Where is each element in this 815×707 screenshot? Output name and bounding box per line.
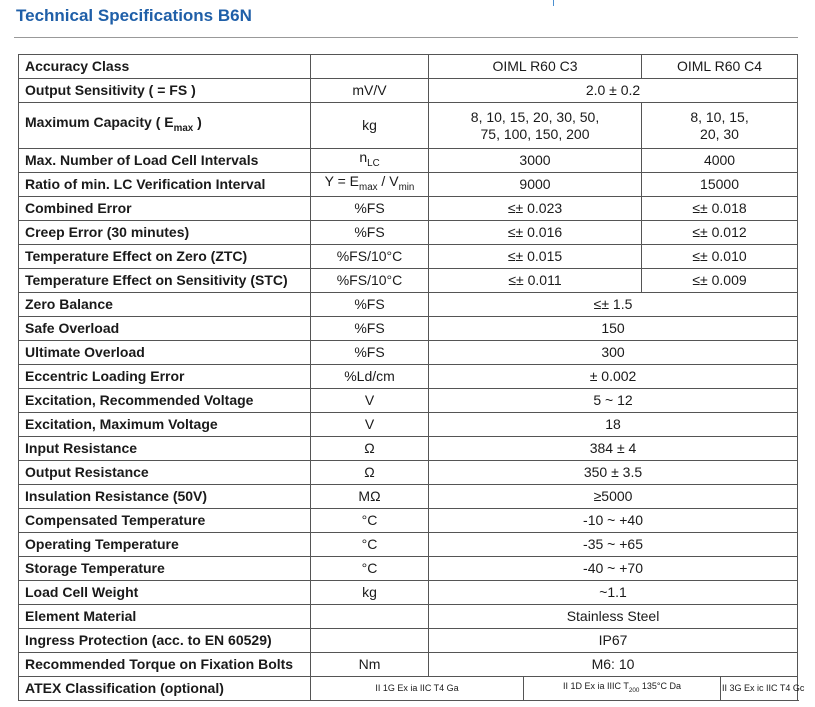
- unit-cell: %FS: [311, 293, 429, 317]
- param-label: Excitation, Maximum Voltage: [19, 413, 311, 437]
- c3-value: ≤± 0.016: [429, 221, 642, 245]
- table-row: [19, 149, 798, 173]
- c4-value: ≤± 0.010: [642, 245, 798, 269]
- value-cell: ≤± 1.5: [429, 293, 798, 317]
- table-row: [19, 317, 798, 341]
- param-label: Insulation Resistance (50V): [19, 485, 311, 509]
- value-cell: ≥5000: [429, 485, 798, 509]
- table-row: [19, 389, 798, 413]
- unit-cell: mV/V: [311, 79, 429, 103]
- value-cell: 384 ± 4: [429, 437, 798, 461]
- c3-value: 3000: [429, 149, 642, 173]
- table-row: [19, 437, 798, 461]
- unit-cell: °C: [311, 557, 429, 581]
- table-row: [19, 103, 798, 149]
- value-cell: -40 ~ +70: [429, 557, 798, 581]
- atex-3g-cell: II 3G Ex ic IIC T4 Gc: [721, 677, 798, 701]
- param-label: Ratio of min. LC Verification Interval: [19, 173, 311, 197]
- value-cell: 5 ~ 12: [429, 389, 798, 413]
- unit-cell: [311, 629, 429, 653]
- table-row: [19, 293, 798, 317]
- table-row: [19, 221, 798, 245]
- param-label: Input Resistance: [19, 437, 311, 461]
- unit-cell: V: [311, 389, 429, 413]
- param-label: Creep Error (30 minutes): [19, 221, 311, 245]
- unit-cell: Nm: [311, 653, 429, 677]
- param-label: Excitation, Recommended Voltage: [19, 389, 311, 413]
- unit-cell: $Y = E_{max} / V_{min}$: [311, 173, 429, 197]
- param-label: Output Resistance: [19, 461, 311, 485]
- table-row: [19, 485, 798, 509]
- param-label: Element Material: [19, 605, 311, 629]
- c3-value: ≤± 0.011: [429, 269, 642, 293]
- value-cell: IP67: [429, 629, 798, 653]
- table-row: [19, 173, 798, 197]
- unit-cell: kg: [311, 103, 429, 149]
- param-label: Max. Number of Load Cell Intervals: [19, 149, 311, 173]
- unit-cell: Ω: [311, 461, 429, 485]
- c4-value: 15000: [642, 173, 798, 197]
- c4-value: 8, 10, 15, 20, 30: [642, 103, 798, 149]
- class-c4-header: OIML R60 C4: [642, 55, 798, 79]
- param-label: Storage Temperature: [19, 557, 311, 581]
- table-row: [19, 341, 798, 365]
- table-row: [19, 245, 798, 269]
- param-label: ATEX Classification (optional): [19, 677, 311, 701]
- param-label: Eccentric Loading Error: [19, 365, 311, 389]
- c3-value: 8, 10, 15, 20, 30, 50, 75, 100, 150, 200: [429, 103, 642, 149]
- value-cell: 150: [429, 317, 798, 341]
- unit-cell: %FS: [311, 341, 429, 365]
- table-row: [19, 509, 798, 533]
- table-row: [19, 533, 798, 557]
- page-title: Technical Specifications B6N: [16, 6, 252, 25]
- table-row: [19, 581, 798, 605]
- value-cell: Stainless Steel: [429, 605, 798, 629]
- param-label: Ultimate Overload: [19, 341, 311, 365]
- value-cell: 300: [429, 341, 798, 365]
- param-label: Recommended Torque on Fixation Bolts: [19, 653, 311, 677]
- unit-cell: %FS: [311, 197, 429, 221]
- param-label: Compensated Temperature: [19, 509, 311, 533]
- table-row: [19, 629, 798, 653]
- table-row: [19, 413, 798, 437]
- unit-cell: %FS/10°C: [311, 245, 429, 269]
- unit-cell: [311, 605, 429, 629]
- table-row: [19, 365, 798, 389]
- param-label: Output Sensitivity ( = FS ): [19, 79, 311, 103]
- table-row: [19, 653, 798, 677]
- param-label: Combined Error: [19, 197, 311, 221]
- unit-cell: MΩ: [311, 485, 429, 509]
- atex-1g-cell: II 1G Ex ia IIC T4 Ga: [311, 677, 524, 701]
- c3-value: ≤± 0.023: [429, 197, 642, 221]
- table-row: [19, 197, 798, 221]
- c4-value: ≤± 0.018: [642, 197, 798, 221]
- param-label: Load Cell Weight: [19, 581, 311, 605]
- table-row: [19, 461, 798, 485]
- value-cell: -35 ~ +65: [429, 533, 798, 557]
- table-row: [19, 677, 798, 701]
- value-cell: 2.0 ± 0.2: [429, 79, 798, 103]
- unit-cell: Ω: [311, 437, 429, 461]
- c3-value: 9000: [429, 173, 642, 197]
- unit-cell: kg: [311, 581, 429, 605]
- param-label: Temperature Effect on Sensitivity (STC): [19, 269, 311, 293]
- c4-value: ≤± 0.009: [642, 269, 798, 293]
- table-row: [19, 605, 798, 629]
- table-row: [19, 557, 798, 581]
- param-label: Maximum Capacity ( $E_{max}$ ): [19, 103, 311, 149]
- param-label: Ingress Protection (acc. to EN 60529): [19, 629, 311, 653]
- specifications-table: [18, 54, 805, 701]
- unit-cell: V: [311, 413, 429, 437]
- unit-cell: %FS: [311, 317, 429, 341]
- value-cell: ~1.1: [429, 581, 798, 605]
- unit-cell: %FS: [311, 221, 429, 245]
- c4-value: ≤± 0.012: [642, 221, 798, 245]
- unit-cell: %Ld/cm: [311, 365, 429, 389]
- table-row: [19, 269, 798, 293]
- param-label: Accuracy Class: [19, 55, 311, 79]
- value-cell: -10 ~ +40: [429, 509, 798, 533]
- table-header-row: [19, 55, 798, 79]
- value-cell: 18: [429, 413, 798, 437]
- unit-cell: $n_{LC}$: [311, 149, 429, 173]
- decorative-tick: [553, 0, 554, 6]
- atex-1d-cell: II 1D Ex ia IIIC $T_{200}$ 135°C Da: [524, 677, 721, 701]
- unit-cell: °C: [311, 533, 429, 557]
- param-label: Safe Overload: [19, 317, 311, 341]
- unit-cell: %FS/10°C: [311, 269, 429, 293]
- param-label: Zero Balance: [19, 293, 311, 317]
- unit-cell: [311, 55, 429, 79]
- value-cell: M6: 10: [429, 653, 798, 677]
- value-cell: 350 ± 3.5: [429, 461, 798, 485]
- c4-value: 4000: [642, 149, 798, 173]
- title-divider: [14, 37, 798, 38]
- value-cell: ± 0.002: [429, 365, 798, 389]
- param-label: Temperature Effect on Zero (ZTC): [19, 245, 311, 269]
- table-row: [19, 79, 798, 103]
- param-label: Operating Temperature: [19, 533, 311, 557]
- unit-cell: °C: [311, 509, 429, 533]
- c3-value: ≤± 0.015: [429, 245, 642, 269]
- class-c3-header: OIML R60 C3: [429, 55, 642, 79]
